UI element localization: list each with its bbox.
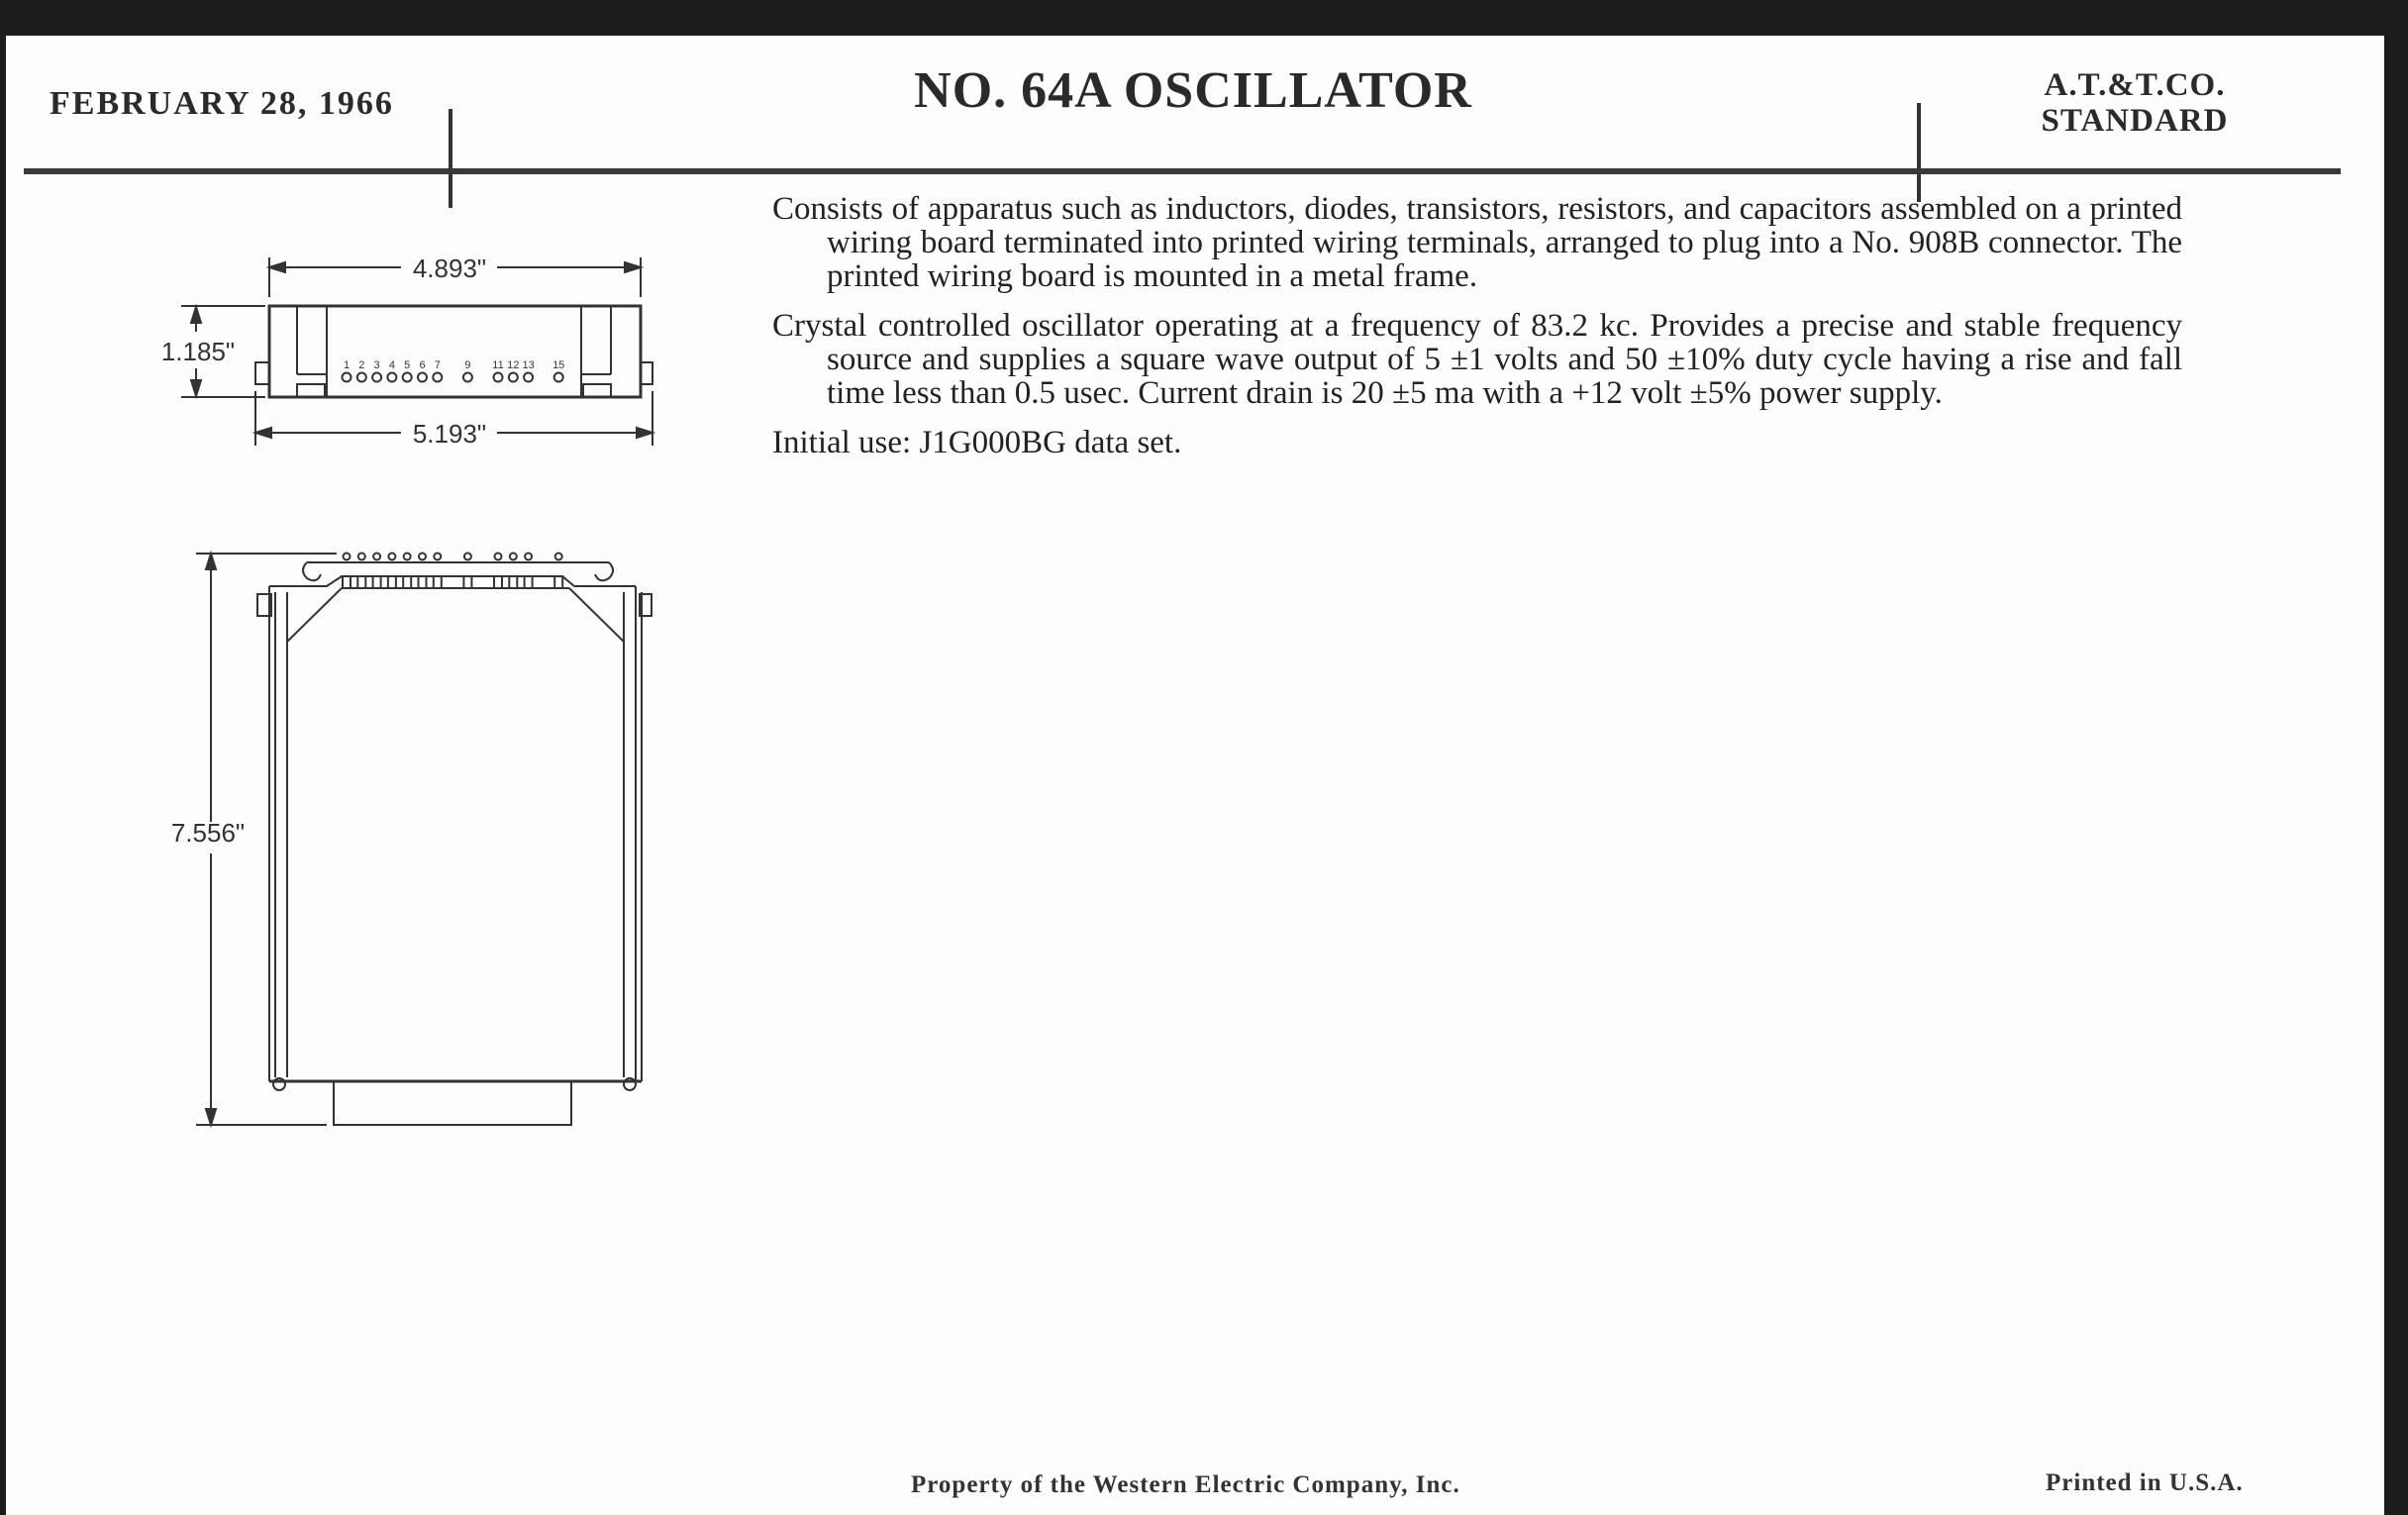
pin-label: 5 — [404, 359, 411, 371]
standard-line-1: A.T.&T.CO. — [2044, 67, 2226, 103]
pin-label: 9 — [464, 359, 471, 371]
terminal-finger — [343, 576, 351, 588]
dim-side-height: 7.556" — [170, 818, 246, 848]
header-date: FEBRUARY 28, 1966 — [50, 85, 394, 122]
arrow-head — [637, 428, 652, 438]
pin-label: 4 — [388, 359, 395, 371]
terminal-finger — [373, 576, 381, 588]
header-divider-right — [1917, 103, 1921, 202]
terminal-finger — [388, 576, 396, 588]
pin-terminal — [463, 373, 472, 382]
pin-terminal — [404, 554, 411, 560]
pin-terminal — [387, 373, 396, 382]
pin-terminal — [418, 373, 427, 382]
description-paragraph: Crystal controlled oscillator operating at a frequency of 83.2 kc. Provides a precise and stable frequency source and supplies a square wave output of 5 ±1 volts and 50 ±10% duty cycle having a rise and fall time less than 0.5 usec. Current drain is 20 ±5 ma with a +12 volt ±5% power supply. — [772, 308, 2182, 411]
pin-terminal — [495, 554, 502, 560]
terminal-finger — [434, 576, 442, 588]
page-title: NO. 64A OSCILLATOR — [914, 62, 1472, 119]
header-rule — [24, 168, 2341, 174]
description — [772, 192, 2182, 475]
pin-terminal — [524, 373, 533, 382]
arrow-head — [625, 262, 641, 272]
header-divider-left — [449, 109, 452, 208]
connector-top — [303, 562, 613, 580]
end-view-drawing — [149, 238, 663, 455]
pin-terminal — [419, 554, 426, 560]
arrow-head — [191, 380, 201, 396]
pin-terminal — [373, 554, 380, 560]
dim-height: 1.185" — [160, 337, 236, 366]
pin-label: 15 — [552, 359, 565, 371]
pin-terminal — [434, 554, 441, 560]
pin-label: 3 — [373, 359, 380, 371]
side-tab — [641, 362, 652, 384]
pin-terminal — [403, 373, 412, 382]
pin-terminal — [554, 373, 563, 382]
side-tab — [255, 362, 269, 384]
pin-terminal — [344, 554, 351, 560]
arrow-head — [206, 1109, 216, 1125]
description-paragraph: Consists of apparatus such as inductors, diodes, transistors, resistors, and capacitors assembled on a printed wiring board terminated into printed wiring terminals, arranged to plug into a No. 908B connector. The printed wiring board is mounted in a metal frame. — [772, 191, 2182, 294]
terminal-finger — [463, 576, 471, 588]
terminal-finger — [419, 576, 427, 588]
terminal-finger — [554, 576, 562, 588]
terminal-finger — [357, 576, 365, 588]
pin-terminal — [388, 554, 395, 560]
pin-terminal — [357, 373, 366, 382]
dim-width-inner: 4.893" — [412, 253, 487, 283]
side-pin-row — [343, 554, 562, 589]
connector-plug — [334, 1081, 571, 1125]
pin-terminal — [433, 373, 442, 382]
terminal-finger — [509, 576, 517, 588]
pin-terminal — [343, 373, 351, 382]
pin-label: 2 — [358, 359, 365, 371]
arrow-head — [255, 428, 271, 438]
arrow-head — [269, 262, 285, 272]
pin-terminal — [358, 554, 365, 560]
pin-label: 11 — [492, 359, 504, 371]
terminal-finger — [403, 576, 411, 588]
standard-label — [1937, 67, 2333, 139]
terminal-finger — [525, 576, 533, 588]
pin-label: 6 — [419, 359, 426, 371]
pin-terminal — [509, 373, 518, 382]
pin-row — [343, 359, 565, 382]
pin-terminal — [464, 554, 471, 560]
arrow-head — [191, 307, 201, 323]
pin-label: 13 — [522, 359, 535, 371]
pin-label: 1 — [343, 359, 351, 371]
footer-property: Property of the Western Electric Company, Inc. — [911, 1471, 1460, 1498]
pin-terminal — [372, 373, 381, 382]
terminal-finger — [494, 576, 502, 588]
dim-width-outer: 5.193" — [412, 419, 487, 449]
pin-terminal — [525, 554, 532, 560]
footer-printed: Printed in U.S.A. — [2046, 1469, 2244, 1496]
pin-label: 7 — [434, 359, 441, 371]
pin-terminal — [494, 373, 503, 382]
pin-terminal — [510, 554, 517, 560]
description-paragraph: Initial use: J1G000BG data set. — [772, 425, 1182, 460]
side-view-drawing — [149, 535, 663, 1129]
arrow-head — [206, 554, 216, 569]
pin-label: 12 — [507, 359, 520, 371]
pin-terminal — [555, 554, 562, 560]
standard-line-2: STANDARD — [2041, 103, 2229, 139]
